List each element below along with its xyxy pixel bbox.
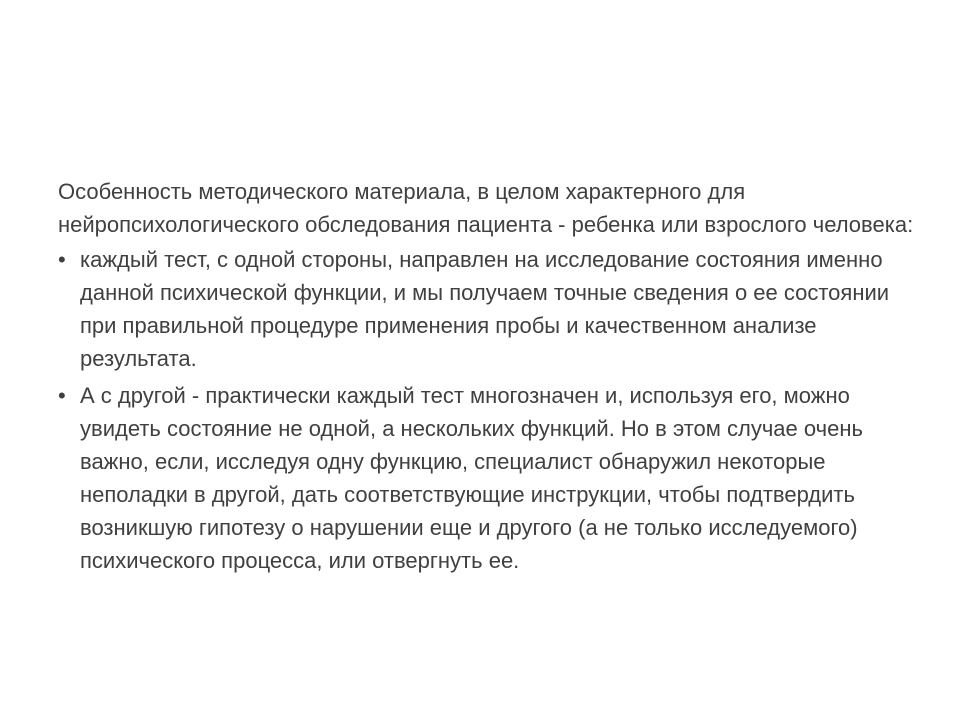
list-item — [58, 243, 918, 375]
list-item — [58, 379, 918, 577]
slide-body — [58, 175, 918, 581]
bullet-icon: • — [58, 383, 66, 408]
bullet-icon: • — [58, 247, 66, 272]
bullet-text: каждый тест, с одной стороны, направлен на исследование состояния именно данной психической функции, и мы получаем точные сведения о ее состоянии при правильной процедуре применения пробы и качественном анализе результата. — [80, 247, 890, 371]
bullet-list — [58, 243, 918, 577]
bullet-text: А с другой - практически каждый тест многозначен и, используя его, можно увидеть состояние не одной, а нескольких функций. Но в этом случае очень важно, если, исследуя одну функцию, специалист обнаружил некоторые неполадки в другой, дать соответствующие инструкции, чтобы подтвердить возникшую гипотезу о нарушении еще и другого (а не только исследуемого) психического процесса, или отвергнуть ее. — [80, 383, 863, 573]
intro-paragraph: Особенность методического материала, в целом характерного для нейропсихологического обследования пациента - ребенка или взрослого человека: — [58, 179, 914, 237]
